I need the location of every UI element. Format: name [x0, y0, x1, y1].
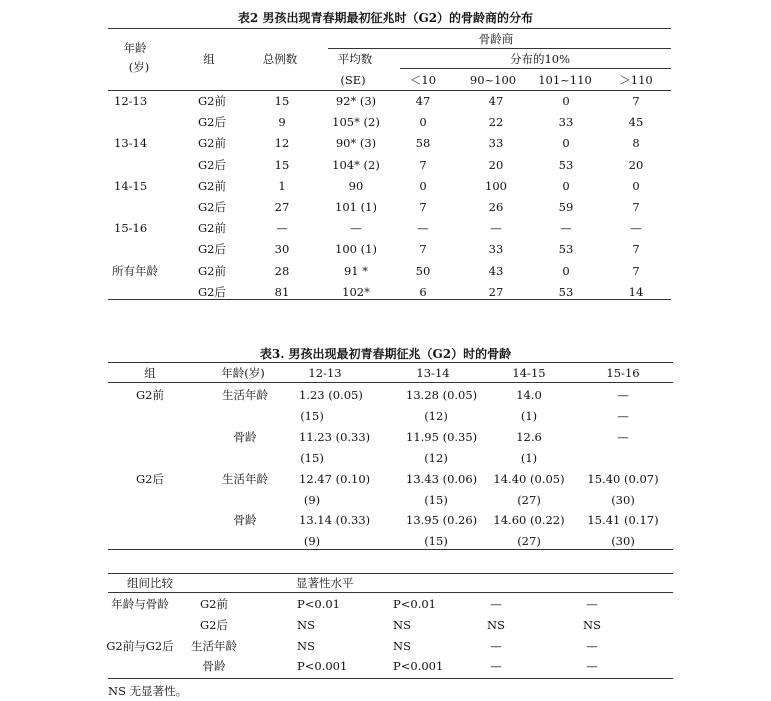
comparison-cell-b: G2前 — [199, 597, 229, 611]
table3-cell-c1: (9) — [303, 493, 321, 507]
table2-header-bin: 90~100 — [469, 73, 517, 87]
table2-header-bin: ＞110 — [619, 73, 653, 87]
table3-cell-c2: (12) — [424, 451, 448, 465]
table2-cell-b3: 0 — [562, 178, 570, 193]
comparison-cell-c1: P<0.001 — [297, 659, 348, 673]
table2-header-distribution: 分布的10% — [509, 52, 571, 66]
comparison-cell-c2: P<0.01 — [393, 597, 436, 611]
table2-cell-age: 12-13 — [114, 94, 148, 108]
table3-cell-type: 生活年龄 — [222, 472, 268, 486]
comparison-cell-b: 生活年龄 — [191, 639, 237, 653]
comparison-cell-a: G2前与G2后 — [106, 639, 174, 653]
table2-cell-mean: — — [350, 221, 362, 236]
table2-cell-mean: 102* — [342, 284, 370, 299]
table3-cell-c3: 14.0 — [516, 388, 542, 402]
table2-cell-age: 15-16 — [114, 221, 148, 236]
comparison-cell-c1: P<0.01 — [297, 597, 340, 611]
table2-cell-mean: 105* (2) — [332, 115, 380, 130]
table2-cell-n: 9 — [278, 115, 286, 130]
table3-cell-c1: (9) — [303, 534, 321, 548]
table2-cell-b3: — — [560, 221, 572, 236]
table2-cell-mean: 104* (2) — [332, 157, 380, 172]
comparison-cell-c3: — — [490, 639, 502, 653]
table2-cell-b1: 0 — [419, 115, 427, 130]
table2-header-age-unit: (岁) — [128, 60, 150, 74]
table2-cell-b4: 8 — [632, 136, 640, 151]
table2-cell-mean: 100 (1) — [335, 242, 377, 257]
table3-cell-c2: 11.95 (0.35) — [406, 430, 478, 444]
comparison-header-left: 组间比较 — [127, 576, 173, 590]
table2-header-bin: 101~110 — [538, 73, 592, 87]
table2-cell-b3: 0 — [562, 94, 570, 108]
table2-cell-mean: 92* (3) — [335, 94, 377, 108]
table3-top-rule — [108, 362, 673, 363]
table3-cell-c3: (1) — [520, 451, 538, 465]
table2-cell-b2: 22 — [488, 115, 504, 130]
table3-bottom-rule — [108, 678, 673, 679]
table2-cell-n: 15 — [274, 94, 290, 108]
table3-header-age: 年龄(岁) — [221, 366, 265, 380]
table3-cell-c2: (15) — [424, 493, 448, 507]
table3-cell-c3: (1) — [520, 409, 538, 423]
table2-cell-b2: 26 — [488, 200, 504, 214]
table3-cell-c4: — — [617, 409, 629, 423]
table2-cell-group: G2后 — [197, 284, 227, 299]
table2-cell-group: G2后 — [197, 200, 227, 214]
table3-cell-c4: — — [617, 388, 629, 402]
table3-cell-c2: (12) — [424, 409, 448, 423]
table3-cell-c2: 13.95 (0.26) — [406, 513, 478, 527]
table3-title: 表3. 男孩出现最初青春期征兆（G2）时的骨龄 — [259, 347, 512, 361]
table2-cell-b4: — — [630, 221, 642, 236]
table2-header-group: 组 — [203, 52, 215, 66]
table3-cell-c4: 15.41 (0.17) — [587, 513, 659, 527]
table2-cell-b2: 100 — [485, 178, 507, 193]
table2-cell-b3: 53 — [558, 284, 574, 299]
footnote: NS 无显著性。 — [108, 684, 188, 698]
table2-cell-b1: 47 — [415, 94, 431, 108]
table2-cell-group: G2前 — [197, 263, 227, 278]
table3-header-col: 12-13 — [308, 366, 342, 380]
table2-cell-b4: 45 — [628, 115, 644, 130]
table3-cell-c1: (15) — [300, 451, 324, 465]
table2-cell-b4: 7 — [632, 263, 640, 278]
table3-cell-c4: (30) — [611, 493, 635, 507]
table2-cell-b1: 7 — [419, 157, 427, 172]
table2-cell-b1: 50 — [415, 263, 431, 278]
table2-cell-age: 13-14 — [114, 136, 148, 151]
table2-cell-b3: 0 — [562, 263, 570, 278]
table2-cell-n: 12 — [274, 136, 290, 151]
table2-cell-n: — — [276, 221, 288, 236]
table2-cell-b3: 33 — [558, 115, 574, 130]
table2-cell-b4: 14 — [628, 284, 644, 299]
table2-subheader-rule-1 — [328, 48, 671, 49]
table2-top-rule — [108, 28, 671, 29]
table2-header-total: 总例数 — [262, 52, 298, 66]
table2-cell-n: 15 — [274, 157, 290, 172]
comparison-header-right: 显著性水平 — [296, 576, 354, 590]
table3-cell-type: 骨龄 — [233, 513, 257, 527]
table2-cell-b2: — — [490, 221, 502, 236]
table2-cell-b2: 33 — [488, 242, 504, 257]
table2-cell-age: 14-15 — [114, 178, 148, 193]
comparison-cell-c4: NS — [583, 618, 601, 632]
table2-cell-b2: 20 — [488, 157, 504, 172]
table2-cell-b3: 53 — [558, 157, 574, 172]
table2-cell-age: 所有年龄 — [112, 263, 158, 278]
table2-cell-n: 28 — [274, 263, 290, 278]
table2-cell-b3: 53 — [558, 242, 574, 257]
table3-cell-c1: (15) — [300, 409, 324, 423]
table2-header-age: 年龄 — [123, 41, 147, 55]
table2-cell-b1: 58 — [415, 136, 431, 151]
comparison-cell-c3: NS — [487, 618, 505, 632]
table3-cell-c3: 14.60 (0.22) — [493, 513, 565, 527]
comparison-cell-a: 年龄与骨龄 — [111, 597, 169, 611]
table3-cell-group: G2前 — [135, 388, 165, 402]
table2-cell-group: G2后 — [197, 157, 227, 172]
table3-header-col: 14-15 — [512, 366, 546, 380]
table2-cell-mean: 90* (3) — [335, 136, 377, 151]
table2-title: 表2 男孩出现青春期最初征兆时（G2）的骨龄商的分布 — [237, 11, 534, 25]
comparison-cell-c1: NS — [297, 618, 315, 632]
comparison-cell-c3: — — [490, 597, 502, 611]
table3-cell-c3: (27) — [517, 493, 541, 507]
comparison-cell-c2: NS — [393, 618, 411, 632]
table3-cell-c1: 1.23 (0.05) — [299, 388, 363, 402]
table3-cell-c3: (27) — [517, 534, 541, 548]
table2-cell-b4: 7 — [632, 242, 640, 257]
table2-cell-group: G2后 — [197, 115, 227, 130]
comparison-cell-b: G2后 — [199, 618, 229, 632]
table3-cell-c2: 13.28 (0.05) — [406, 388, 478, 402]
table3-mid-rule — [108, 549, 673, 550]
table2-cell-b3: 0 — [562, 136, 570, 151]
table2-cell-n: 27 — [274, 200, 290, 214]
table3-cell-c2: 13.43 (0.06) — [406, 472, 478, 486]
table2-cell-n: 1 — [278, 178, 286, 193]
table3-header-rule — [108, 382, 673, 383]
table2-cell-b3: 59 — [558, 200, 574, 214]
table2-cell-mean: 101 (1) — [335, 200, 377, 214]
table2-header-mean: 平均数 — [337, 52, 373, 66]
table3-header-col: 15-16 — [606, 366, 640, 380]
table2-cell-b2: 27 — [488, 284, 504, 299]
table3-cell-c1: 13.14 (0.33) — [299, 513, 371, 527]
table2-cell-mean: 90 — [348, 178, 364, 193]
table3-header-group: 组 — [144, 366, 156, 380]
table2-header-bottom-rule — [108, 90, 671, 91]
table2-header-bin: ＜10 — [409, 73, 437, 87]
table2-cell-n: 81 — [274, 284, 290, 299]
comparison-cell-b: 骨龄 — [202, 659, 226, 673]
table3-cell-c4: (30) — [611, 534, 635, 548]
table2-cell-mean: 91 * — [343, 263, 369, 278]
comparison-cell-c4: — — [586, 597, 598, 611]
table2-header-bone-age-quotient: 骨龄商 — [478, 32, 514, 46]
comparison-cell-c4: — — [586, 659, 598, 673]
table3-cell-c1: 11.23 (0.33) — [299, 430, 371, 444]
table3-cell-c3: 12.6 — [516, 430, 542, 444]
table2-cell-b4: 7 — [632, 94, 640, 108]
table2-cell-n: 30 — [274, 242, 290, 257]
table2-cell-group: G2前 — [197, 221, 227, 236]
table2-cell-group: G2后 — [197, 242, 227, 257]
table2-cell-group: G2前 — [197, 178, 227, 193]
table3-cell-c3: 14.40 (0.05) — [493, 472, 565, 486]
table2-cell-b2: 47 — [488, 94, 504, 108]
table3-cell-c1: 12.47 (0.10) — [299, 472, 371, 486]
table2-cell-b1: 7 — [419, 242, 427, 257]
table2-cell-b1: 0 — [419, 178, 427, 193]
table2-cell-group: G2前 — [197, 94, 227, 108]
table2-cell-b2: 33 — [488, 136, 504, 151]
table2-cell-b4: 7 — [632, 200, 640, 214]
table2-header-mean-se: (SE) — [340, 73, 366, 87]
table3-comparison-header-rule — [108, 592, 673, 593]
table3-cell-c4: — — [617, 430, 629, 444]
table2-cell-b1: 7 — [419, 200, 427, 214]
comparison-cell-c2: P<0.001 — [393, 659, 444, 673]
comparison-cell-c4: — — [586, 639, 598, 653]
comparison-cell-c3: — — [490, 659, 502, 673]
table2-subheader-rule-2 — [400, 68, 671, 69]
table2-cell-b4: 0 — [632, 178, 640, 193]
table3-comparison-top-rule — [108, 573, 673, 574]
table3-header-col: 13-14 — [416, 366, 450, 380]
table3-cell-group: G2后 — [135, 472, 165, 486]
table3-cell-type: 生活年龄 — [222, 388, 268, 402]
comparison-cell-c1: NS — [297, 639, 315, 653]
table3-cell-c4: 15.40 (0.07) — [587, 472, 659, 486]
table2-bottom-rule — [108, 299, 671, 300]
table3-cell-type: 骨龄 — [233, 430, 257, 444]
table2-cell-b1: 6 — [419, 284, 427, 299]
comparison-cell-c2: NS — [393, 639, 411, 653]
table2-cell-b4: 20 — [628, 157, 644, 172]
table2-cell-b1: — — [417, 221, 429, 236]
table2-cell-group: G2前 — [197, 136, 227, 151]
table3-cell-c2: (15) — [424, 534, 448, 548]
table2-cell-b2: 43 — [488, 263, 504, 278]
